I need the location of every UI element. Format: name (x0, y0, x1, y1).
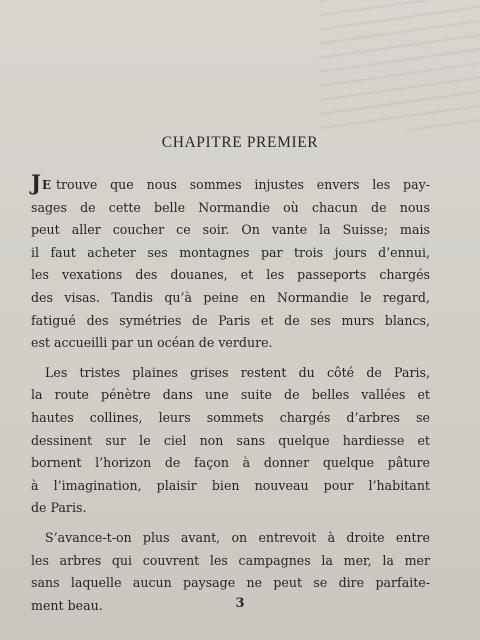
text-line: la route pénètre dans une suite de belles vallées et (31, 387, 430, 403)
text-line: des visas. Tandis qu’à peine en Normandie le regard, (31, 289, 430, 305)
text-line: peut aller coucher ce soir. On vante la Suisse; mais (31, 222, 430, 238)
text-line: il faut acheter ses montagnes par trois jours d’ennui, (31, 244, 430, 260)
text-line: dessinent sur le ciel non sans quelque hardiesse et (31, 432, 430, 448)
body-text (31, 170, 430, 617)
text-line: les arbres qui couvrent les campagnes la mer, la mer (31, 552, 430, 568)
paragraph-1 (31, 170, 430, 355)
text-line: Les tristes plaines grises restent du côté de Paris, (45, 364, 430, 380)
text-line: à l’imagination, plaisir bien nouveau pour l’habitant (31, 477, 430, 493)
text-line: bornent l’horizon de façon à donner quelque pâture (31, 455, 430, 471)
text-line: fatigué des symétries de Paris et de ses murs blancs, (31, 312, 430, 328)
page-number: 3 (235, 596, 245, 611)
show-through-text (320, 0, 480, 130)
text-line: JE trouve que nous sommes injustes envers les pay- (31, 170, 430, 195)
text-line: de Paris. (31, 500, 87, 516)
text-line: est accueilli par un océan de verdure. (31, 335, 273, 351)
text-line: S’avance-t-on plus avant, on entrevoit à droite entre (45, 529, 430, 545)
text-line: hautes collines, leurs sommets chargés d’arbres se (31, 409, 430, 425)
text-line: les vexations des douanes, et les passeports chargés (31, 267, 430, 283)
paragraph-2 (31, 362, 430, 520)
drop-cap: J (31, 170, 41, 195)
text-line: ment beau. (31, 597, 103, 613)
small-cap: E (41, 178, 51, 192)
text-line: sages de cette belle Normandie où chacun de nous (31, 199, 430, 215)
text-line: sans laquelle aucun paysage ne peut se dire parfaite- (31, 575, 430, 591)
chapter-title: CHAPITRE PREMIER (161, 134, 319, 151)
